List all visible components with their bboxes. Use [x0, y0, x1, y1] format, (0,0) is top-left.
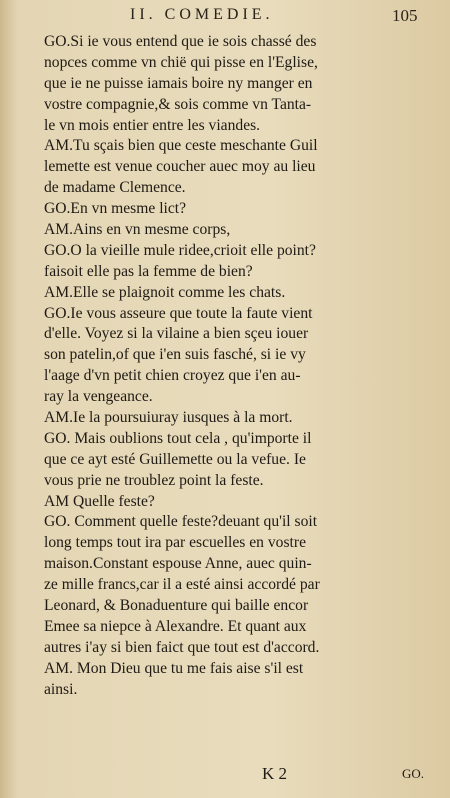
- text-line: GO. Comment quelle feste?deuant qu'il soit: [44, 513, 318, 531]
- text-line: nopces comme vn chië qui pisse en l'Eglise,: [44, 53, 318, 71]
- text-line: AM.Ie la poursuiuray iusques à la mort.: [44, 409, 293, 427]
- text-line: autres i'ay si bien faict que tout est d'accord.: [44, 638, 320, 656]
- text-line: GO. Mais oublions tout cela , qu'importe il: [44, 429, 312, 447]
- text-line: GO.Ie vous asseure que toute la faute vient: [44, 304, 313, 322]
- text-line: AM.Elle se plaignoit comme les chats.: [44, 283, 286, 301]
- text-line: faisoit elle pas la femme de bien?: [44, 262, 253, 280]
- text-line: ray la vengeance.: [44, 388, 153, 406]
- text-line: d'elle. Voyez si la vilaine a bien sçeu iouer: [44, 325, 309, 343]
- text-line: AM.Ains en vn mesme corps,: [44, 221, 231, 239]
- text-line: AM Quelle feste?: [44, 492, 155, 510]
- text-line: le vn mois entier entre les viandes.: [44, 116, 261, 134]
- text-line: ainsi.: [44, 680, 78, 698]
- text-line: GO.En vn mesme lict?: [44, 200, 187, 218]
- text-line: Emee sa niepce à Alexandre. Et quant aux: [44, 617, 307, 635]
- text-line: AM.Tu sçais bien que ceste meschante Guil: [44, 137, 318, 155]
- dialogue-text: [44, 32, 436, 701]
- text-line: que ie ne puisse iamais boire ny manger en: [44, 74, 313, 92]
- text-line: long temps tout ira par escuelles en vostre: [44, 534, 306, 552]
- text-line: l'aage d'vn petit chien croyez que i'en au-: [44, 367, 301, 385]
- text-line: maison.Constant espouse Anne, auec quin-: [44, 555, 312, 573]
- text-line: son patelin,of que i'en suis fasché, si ie vy: [44, 346, 306, 364]
- text-line: lemette est venue coucher auec moy au lieu: [44, 158, 316, 176]
- text-line: GO.O la vieille mule ridee,crioit elle point?: [44, 241, 316, 259]
- catchword: GO.: [402, 766, 425, 781]
- text-line: AM. Mon Dieu que tu me fais aise s'il est: [44, 659, 304, 677]
- text-line: Leonard, & Bonaduenture qui baille encor: [44, 597, 309, 615]
- text-line: ze mille francs,car il a esté ainsi accordé par: [44, 576, 320, 594]
- signature-mark: K 2: [262, 764, 288, 783]
- text-line: vostre compagnie,& sois comme vn Tanta-: [44, 95, 312, 113]
- text-line: de madame Clemence.: [44, 179, 186, 197]
- running-head: II. COMEDIE.: [130, 6, 274, 23]
- text-line: que ce ayt esté Guillemette ou la vefue. Ie: [44, 450, 306, 468]
- page-footer: [0, 764, 450, 788]
- text-line: GO.Si ie vous entend que ie sois chassé des: [44, 33, 317, 50]
- page-header: [0, 6, 450, 28]
- text-line: vous prie ne troublez point la feste.: [44, 471, 264, 489]
- page-number: 105: [392, 6, 418, 25]
